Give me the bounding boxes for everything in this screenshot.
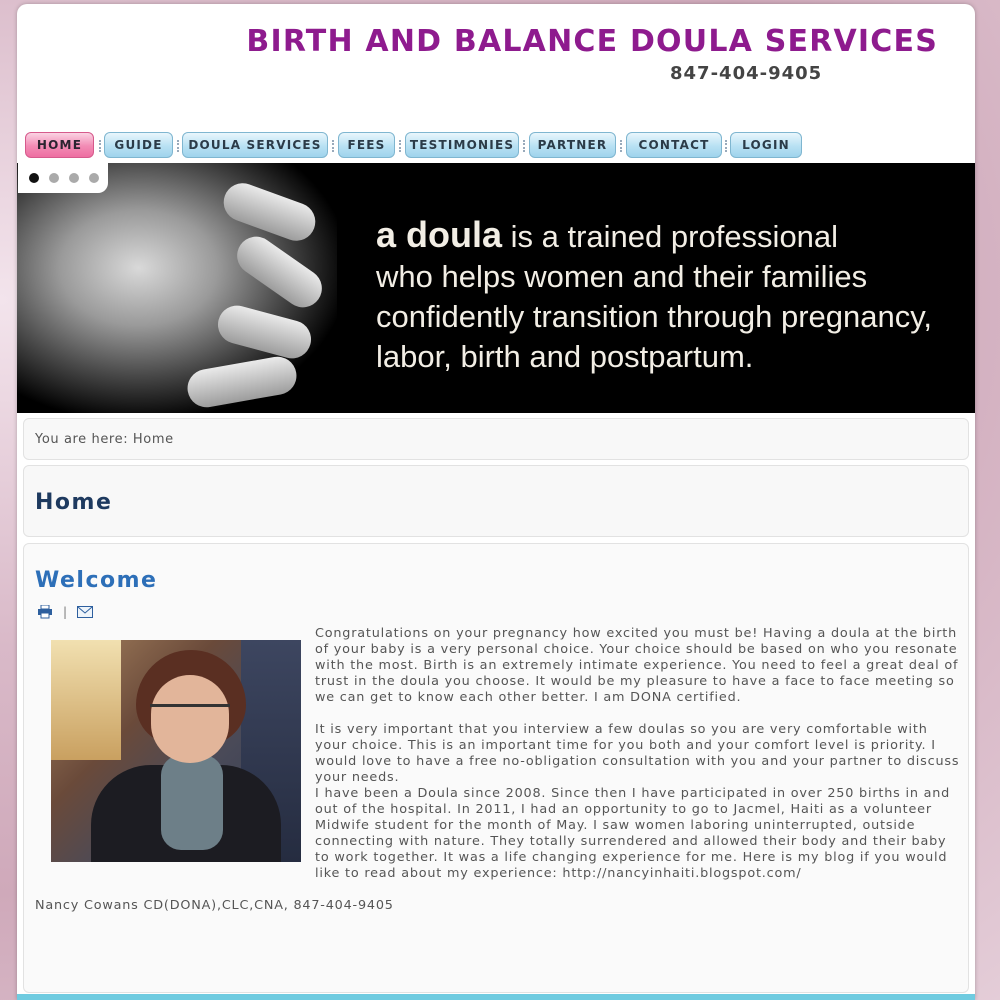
article-title: Welcome xyxy=(35,568,158,593)
nav-separator xyxy=(725,140,727,152)
article-paragraph-2: It is very important that you interview a few doulas so you are very comfortable with your choice. This is an important time for you both and your comfort level is priority. I would love to have a free no-obligation consultation with you and your partner to discuss your needs. xyxy=(315,722,960,785)
nav-item-testimonies[interactable]: TESTIMONIES xyxy=(405,132,519,158)
breadcrumb xyxy=(23,418,969,460)
nav-item-login[interactable]: LOGIN xyxy=(730,132,802,158)
banner-line-4: labor, birth and postpartum. xyxy=(376,339,754,374)
email-icon[interactable] xyxy=(77,605,93,619)
hand-shape xyxy=(218,178,320,246)
nav-item-home[interactable]: HOME xyxy=(25,132,94,158)
nav-item-partner[interactable]: PARTNER xyxy=(529,132,616,158)
hero-banner[interactable] xyxy=(17,163,975,413)
article-paragraph-1: Congratulations on your pregnancy how excited you must be! Having a doula at the birth of your baby is a very personal choice. Your choice should be based on who you resonate with the most. Birth is an extremely intimate experience. You need to feel a great deal of trust in the doula you choose. It would be my pleasure to have a face to face meeting so we can get to know each other better. I am DONA certified. xyxy=(315,626,959,705)
hand-shape xyxy=(185,354,300,411)
nav-separator xyxy=(177,140,179,152)
page-title: Home xyxy=(35,490,113,515)
nav-separator xyxy=(620,140,622,152)
banner-strong-text: a doula xyxy=(376,214,503,255)
nav-item-contact[interactable]: CONTACT xyxy=(626,132,722,158)
print-icon[interactable] xyxy=(37,605,53,619)
nav-item-fees[interactable]: FEES xyxy=(338,132,395,158)
page-container xyxy=(17,4,975,1000)
slider-dot-4[interactable] xyxy=(89,173,99,183)
pregnant-belly-image xyxy=(17,163,337,413)
profile-photo xyxy=(51,640,301,862)
nav-item-doula-services[interactable]: DOULA SERVICES xyxy=(182,132,328,158)
hand-shape xyxy=(214,301,316,362)
article-container xyxy=(23,543,969,993)
breadcrumb-text: You are here: Home xyxy=(35,432,174,447)
banner-line-1: is a trained professional xyxy=(502,219,839,254)
tools-separator: | xyxy=(63,605,68,619)
slider-dot-3[interactable] xyxy=(69,173,79,183)
footer-bar xyxy=(17,994,975,1000)
signature: Nancy Cowans CD(DONA),CLC,CNA, 847-404-9405 xyxy=(35,898,394,913)
photo-glasses xyxy=(150,704,230,723)
article-paragraph-3: I have been a Doula since 2008. Since then I have participated in over 250 births in and out of the hospital. In 2011, I had an opportunity to go to Jacmel, Haiti as a volunteer Midwife student for the month of May. I saw women laboring uninterrupted, outside connecting with nature. They totally surrendered and allowed their body and their baby to work together. It was a life changing experience for me. Here is my blog if you would like to read about my experience: http://nancyinhaiti.blogspot.com/ xyxy=(315,786,951,881)
banner-text xyxy=(376,215,932,377)
page-heading-container xyxy=(23,465,969,537)
photo-turtleneck xyxy=(161,755,223,850)
nav-separator xyxy=(99,140,101,152)
nav-separator xyxy=(523,140,525,152)
nav-separator xyxy=(399,140,401,152)
slider-dot-1[interactable] xyxy=(29,173,39,183)
banner-line-3: confidently transition through pregnancy, xyxy=(376,299,933,334)
site-phone: 847-404-9405 xyxy=(670,63,823,84)
slider-pagination xyxy=(18,163,108,193)
site-title[interactable]: BIRTH AND BALANCE DOULA SERVICES xyxy=(246,24,938,59)
banner-line-2: who helps women and their families xyxy=(376,259,868,294)
slider-dot-2[interactable] xyxy=(49,173,59,183)
nav-item-guide[interactable]: GUIDE xyxy=(104,132,173,158)
nav-separator xyxy=(332,140,334,152)
hand-shape xyxy=(230,229,330,315)
photo-window xyxy=(51,640,121,760)
article-body xyxy=(315,626,963,882)
